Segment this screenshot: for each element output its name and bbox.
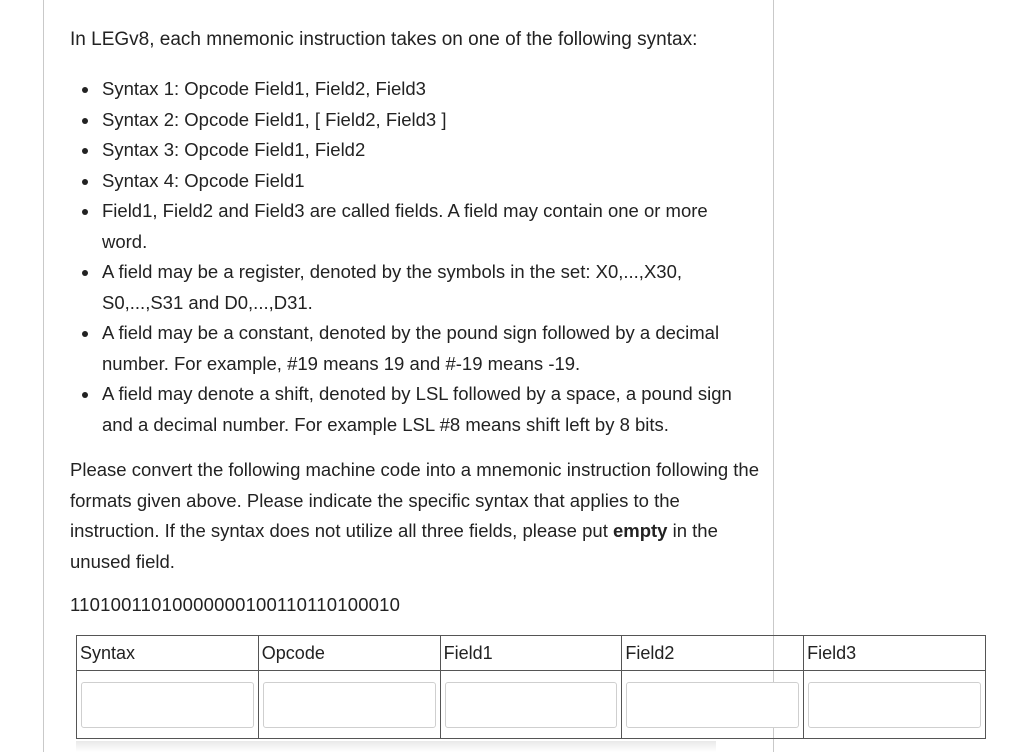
table-row <box>77 671 986 739</box>
header-field2: Field2 <box>622 636 804 671</box>
left-border <box>43 0 44 752</box>
field3-input[interactable] <box>808 682 981 728</box>
instructions-text-end: in the unused field. <box>70 520 718 572</box>
bottom-shadow <box>76 741 716 752</box>
syntax-input[interactable] <box>81 682 254 728</box>
header-field3: Field3 <box>804 636 986 671</box>
list-item: A field may be a constant, denoted by the pound sign followed by a decimal number. For example, #19 means 19 and #-19 means -19. <box>70 318 722 379</box>
header-syntax: Syntax <box>77 636 259 671</box>
table-header-row <box>77 636 986 671</box>
list-item: Syntax 3: Opcode Field1, Field2 <box>70 135 770 166</box>
empty-keyword: empty <box>612 520 668 541</box>
field1-input[interactable] <box>445 682 618 728</box>
list-item: Syntax 2: Opcode Field1, [ Field2, Field3 ] <box>70 105 770 136</box>
answer-table <box>76 635 986 739</box>
machine-code: 11010011010000000100110110100010 <box>70 594 401 615</box>
intro-text: In LEGv8, each mnemonic instruction takes on one of the following syntax: <box>70 29 698 50</box>
syntax-rules-list <box>70 74 770 440</box>
header-opcode: Opcode <box>258 636 440 671</box>
list-item: Field1, Field2 and Field3 are called fields. A field may contain one or more word. <box>70 196 742 257</box>
list-item: A field may be a register, denoted by the symbols in the set: X0,...,X30, S0,...,S31 and D0,...,D31. <box>70 257 742 318</box>
opcode-input[interactable] <box>263 682 436 728</box>
list-item: Syntax 1: Opcode Field1, Field2, Field3 <box>70 74 770 105</box>
instructions-paragraph <box>70 455 760 577</box>
field2-input[interactable] <box>626 682 799 728</box>
instructions-text: Please convert the following machine code into a mnemonic instruction following the formats given above. Please indicate the specific syntax that applies to the instruction. If the syntax does not utilize all three fields, please put <box>70 459 759 541</box>
list-item: Syntax 4: Opcode Field1 <box>70 166 770 197</box>
header-field1: Field1 <box>440 636 622 671</box>
list-item: A field may denote a shift, denoted by LSL followed by a space, a pound sign and a decimal number. For example LSL #8 means shift left by 8 bits. <box>70 379 762 440</box>
